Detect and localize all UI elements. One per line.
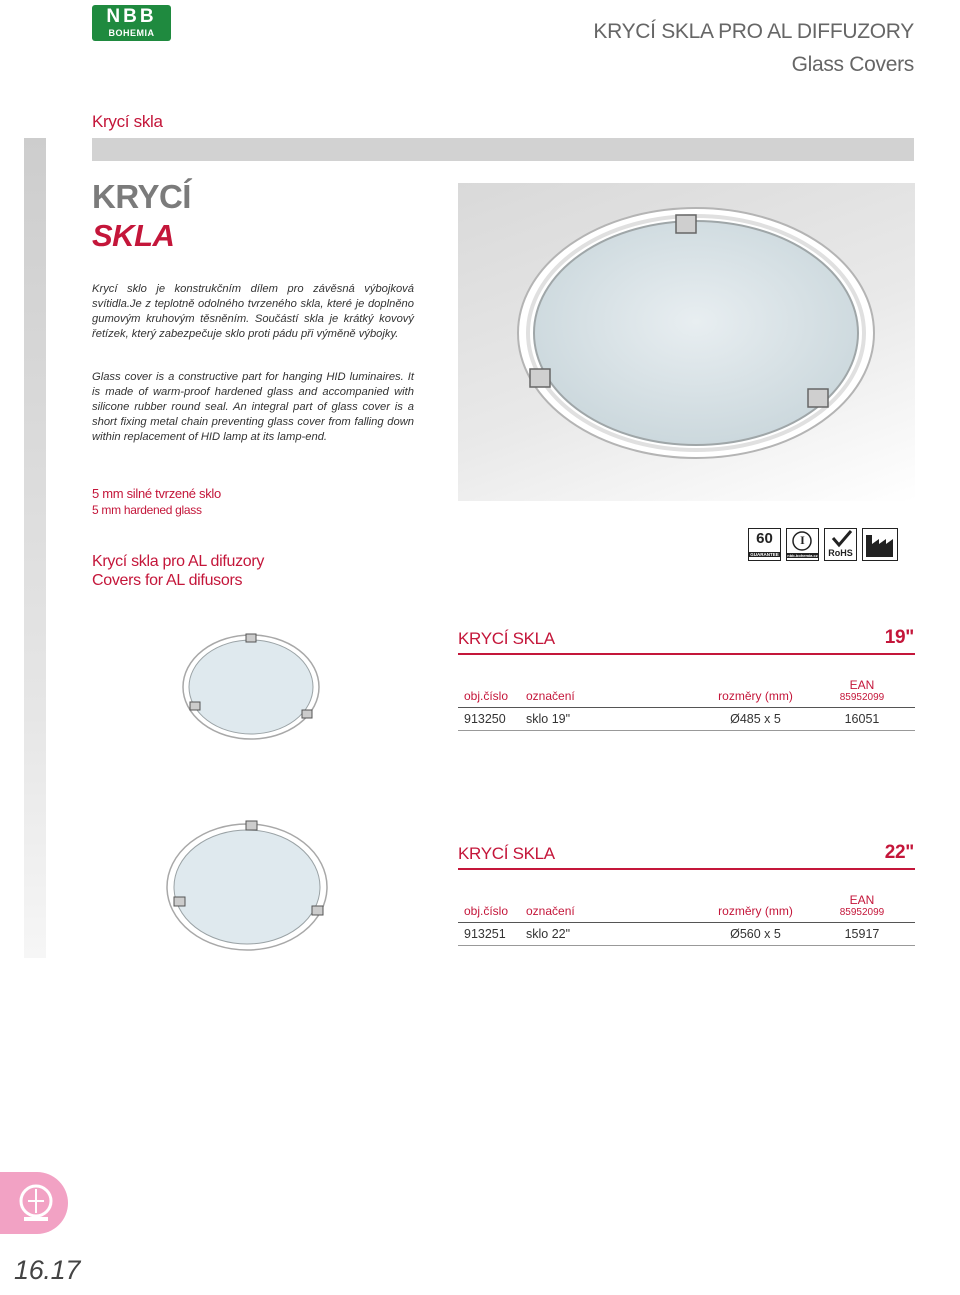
guarantee-60-icon <box>748 528 781 561</box>
logo-bottom-text: BOHEMIA <box>108 28 155 38</box>
header-name: označení <box>526 904 575 918</box>
product-size-22: 22" <box>884 842 914 863</box>
factory-shape <box>863 529 896 559</box>
header-name: označení <box>526 689 575 703</box>
cell-name: sklo 19" <box>520 708 702 731</box>
cell-code: 913250 <box>458 708 520 731</box>
cell-dims: Ø560 x 5 <box>702 923 809 946</box>
logo-top-text: NBB <box>106 6 157 27</box>
covers-title-cz: Krycí skla pro AL difuzory <box>92 553 265 570</box>
header-dims: rozměry (mm) <box>718 904 793 918</box>
spec-table-22 <box>458 893 915 946</box>
hero-product-image <box>458 183 915 501</box>
header-divider-bar <box>92 138 914 161</box>
cell-name: sklo 22" <box>520 923 702 946</box>
header-code: obj.číslo <box>464 689 509 703</box>
product-divider-22 <box>458 868 915 870</box>
headline-line2: SKLA <box>92 218 175 253</box>
description-en: Glass cover is a constructive part for hanging HID luminaires. It is made of warm-proof hardened glass and accompanied with silicone rubber round seal. An integral part of glass cover is a short fixing metal chain preventing glass cover from falling down within replacement of HID lamp at its lamp-end. <box>92 371 414 443</box>
nbb-bohemia-logo <box>92 5 171 41</box>
glass-cover-thumb-22 <box>160 818 335 956</box>
glass-cover-illustration <box>458 183 915 501</box>
product-image-19 <box>176 630 326 750</box>
guarantee-label: GUARANTEE <box>750 552 779 557</box>
glass-cover-thumb-19 <box>176 630 326 745</box>
header-code: obj.číslo <box>464 904 509 918</box>
category-badge <box>0 1172 68 1234</box>
cell-dims: Ø485 x 5 <box>702 708 809 731</box>
class-one-label: nbb-bohemia.cz <box>787 553 818 558</box>
cell-code: 913251 <box>458 923 520 946</box>
rohs-check-icon <box>824 528 857 561</box>
header-ean-prefix: 85952099 <box>839 907 885 918</box>
cell-ean: 15917 <box>809 923 915 946</box>
side-decor-bar <box>24 138 46 958</box>
spec-table-19 <box>458 678 915 731</box>
covers-title-en: Covers for AL difusors <box>92 572 243 589</box>
product-title-22: KRYCÍ SKLA <box>458 844 555 863</box>
glass-note-en: 5 mm hardened glass <box>92 503 202 517</box>
product-divider-19 <box>458 653 915 655</box>
headline-line1: KRYCÍ <box>92 178 191 215</box>
factory-icon <box>862 528 898 561</box>
header-subtitle: Glass Covers <box>791 53 914 76</box>
product-title-19: KRYCÍ SKLA <box>458 629 555 648</box>
header-title: KRYCÍ SKLA PRO AL DIFFUZORY <box>593 20 914 43</box>
header-ean-prefix: 85952099 <box>839 692 885 703</box>
glass-note-cz: 5 mm silné tvrzené sklo <box>92 486 221 501</box>
table-row <box>458 708 915 731</box>
description-cz: Krycí sklo je konstrukčním dílem pro závěsná výbojková svítidla.Je z teplotně odolného tvrzeného skla, které je doplněno gumovým kruhovým těsněním. Součástí skla je krátký kovový řetízek, který zabezpečuje sklo proti pádu při výměně výbojky. <box>92 283 414 340</box>
check-mark-icon <box>825 529 855 549</box>
header-ean <box>809 678 915 708</box>
table-row <box>458 923 915 946</box>
section-title: Krycí skla <box>92 112 163 131</box>
header-dims: rozměry (mm) <box>718 689 793 703</box>
guarantee-number: 60 <box>756 530 773 547</box>
header-ean <box>809 893 915 923</box>
lamp-icon <box>16 1181 56 1225</box>
class-one-symbol: I <box>800 533 805 547</box>
protection-class-icon <box>786 528 819 561</box>
product-image-22 <box>160 818 335 961</box>
header-ean-label: EAN <box>849 678 875 692</box>
certification-icons <box>748 528 898 564</box>
cell-ean: 16051 <box>809 708 915 731</box>
header-ean-label: EAN <box>849 893 875 907</box>
rohs-label: RoHS <box>828 548 853 558</box>
page-number: 16.17 <box>14 1255 81 1285</box>
product-size-19: 19" <box>884 627 914 648</box>
